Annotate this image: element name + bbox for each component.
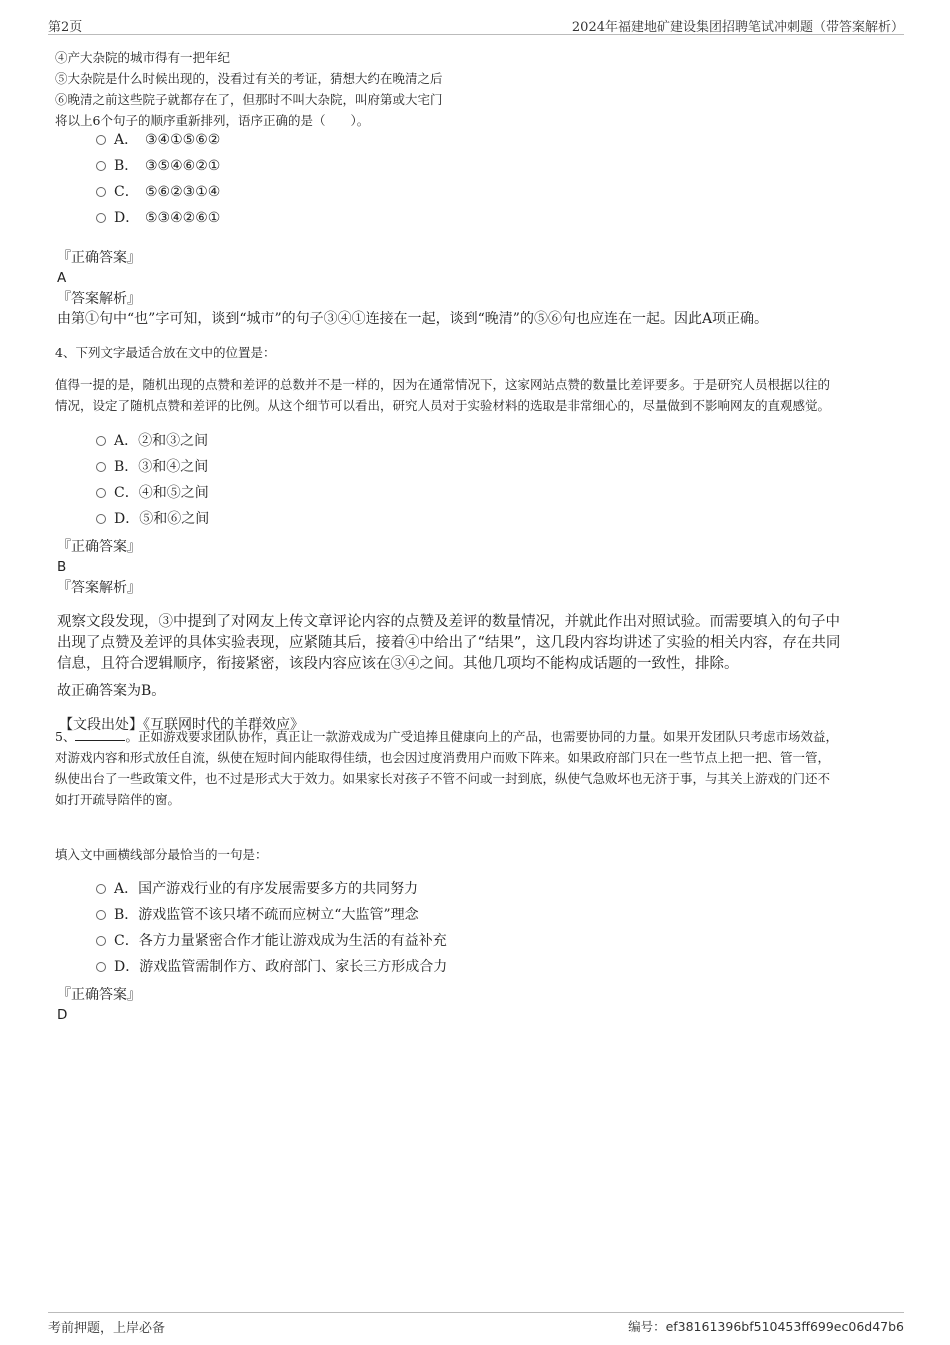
radio-icon[interactable] — [96, 936, 106, 946]
footer-slogan: 考前押题，上岸必备 — [48, 1321, 166, 1336]
correct-answer: A — [57, 270, 67, 286]
analysis-text: 由第①句中“也”字可知，谈到“城市”的句子③④①连接在一起，谈到“晚清”的⑤⑥句也应连在一起。因此A项正确。 — [57, 311, 769, 327]
q3-option-d[interactable]: D． ⑤③④②⑥① — [96, 205, 220, 231]
q4-conclusion: 故正确答案为B。 — [57, 683, 166, 699]
page-header — [48, 14, 904, 35]
radio-icon[interactable] — [96, 962, 106, 972]
radio-icon[interactable] — [96, 910, 106, 920]
q3-answer-block — [57, 248, 768, 329]
q5-option-c[interactable]: C．各方力量紧密合作才能让游戏成为生活的有益补充 — [96, 928, 447, 954]
q3-line: ⑥晚清之前这些院子就都存在了，但那时不叫大杂院，叫府第或大宅门 — [55, 92, 443, 107]
q5-option-b[interactable]: B．游戏监管不该只堵不疏而应树立“大监管”理念 — [96, 902, 447, 928]
q3-option-a[interactable]: A． ③④①⑤⑥② — [96, 127, 220, 153]
q3-line: 将以上6个句子的顺序重新排列，语序正确的是（ ）。 — [55, 113, 370, 128]
radio-icon[interactable] — [96, 213, 106, 223]
radio-icon[interactable] — [96, 187, 106, 197]
q5-stem: 5、 。正如游戏要求团队协作，真正让一款游戏成为广受追捧且健康向上的产品，也需要协同的力量。如果开发团队只考虑市场效益， 对游戏内容和形式放任自流，纵使在短时间内能取得佳绩，也会因过度消费用户而败下阵来。如果政府部门只在一些节点上把一把、管一管， 纵使出台了一些政策文件，也不过是形式大于效力。如果家长对孩子不管不问或一封到底，纵使气急败坏也无济于事，与其关上游戏的门还不 如打开疏导陪伴的窗。 — [55, 729, 838, 807]
radio-icon[interactable] — [96, 884, 106, 894]
fill-in-blank[interactable] — [75, 728, 125, 741]
q4-option-a[interactable]: A．②和③之间 — [96, 428, 209, 454]
q5-option-a[interactable]: A．国产游戏行业的有序发展需要多方的共同努力 — [96, 876, 447, 902]
q4-options — [96, 428, 209, 532]
q5-instruction: 填入文中画横线部分最恰当的一句是： — [55, 847, 268, 862]
q4-stem: 4、下列文字最适合放在文中的位置是： — [55, 345, 276, 360]
q5-answer-block — [57, 985, 141, 1025]
correct-answer-heading: 『正确答案』 — [57, 539, 141, 555]
q4-passage: 值得一提的是，随机出现的点赞和差评的总数并不是一样的，因为在通常情况下，这家网站点赞的数量比差评要多。于是研究人员根据以往的 情况，设定了随机点赞和差评的比例。从这个细节可以看出，研究人员对于实验材料的选取是非常细心的，尽量做到不影响网友的直观感觉。 — [55, 377, 831, 413]
page-footer — [48, 1312, 904, 1335]
radio-icon[interactable] — [96, 161, 106, 171]
correct-answer: B — [57, 559, 67, 575]
q3-options — [96, 127, 220, 231]
q5-options — [96, 876, 447, 980]
correct-answer: D — [57, 1007, 68, 1023]
radio-icon[interactable] — [96, 514, 106, 524]
q3-line: ④产大杂院的城市得有一把年纪 — [55, 50, 231, 65]
radio-icon[interactable] — [96, 436, 106, 446]
q3-stem — [55, 47, 443, 131]
analysis-heading: 『答案解析』 — [57, 291, 141, 307]
q4-source: 【文段出处】《互联网时代的羊群效应》 — [59, 717, 304, 733]
radio-icon[interactable] — [96, 135, 106, 145]
correct-answer-heading: 『正确答案』 — [57, 987, 141, 1003]
q4-option-b[interactable]: B．③和④之间 — [96, 454, 209, 480]
document-code: 编号：ef38161396bf510453ff699ec06d47b6 — [628, 1319, 904, 1334]
q4-analysis: 观察文段发现，③中提到了对网友上传文章评论内容的点赞及差评的数量情况，并就此作出对照试验。而需要填入的句子中 出现了点赞及差评的具体实验表现，应紧随其后，接着④中给出了“结果”，这几段内容均讲述了实验的相关内容，存在共同 信息，且符合逻辑顺序，衔接紧密，该段内容应该在③④之间。其他几项均不能构成话题的一致性，排除。 — [57, 614, 841, 672]
q4-answer-block — [57, 537, 141, 598]
radio-icon[interactable] — [96, 462, 106, 472]
q4-option-c[interactable]: C．④和⑤之间 — [96, 480, 209, 506]
analysis-heading: 『答案解析』 — [57, 580, 141, 596]
document-title: 2024年福建地矿建设集团招聘笔试冲刺题（带答案解析） — [571, 20, 904, 35]
page-number: 第2页 — [48, 20, 83, 35]
correct-answer-heading: 『正确答案』 — [57, 250, 141, 266]
q3-option-c[interactable]: C． ⑤⑥②③①④ — [96, 179, 220, 205]
q5-option-d[interactable]: D．游戏监管需制作方、政府部门、家长三方形成合力 — [96, 954, 447, 980]
q4-option-d[interactable]: D．⑤和⑥之间 — [96, 506, 209, 532]
radio-icon[interactable] — [96, 488, 106, 498]
q3-line: ⑤大杂院是什么时候出现的，没看过有关的考证，猜想大约在晚清之后 — [55, 71, 443, 86]
q3-option-b[interactable]: B． ③⑤④⑥②① — [96, 153, 220, 179]
